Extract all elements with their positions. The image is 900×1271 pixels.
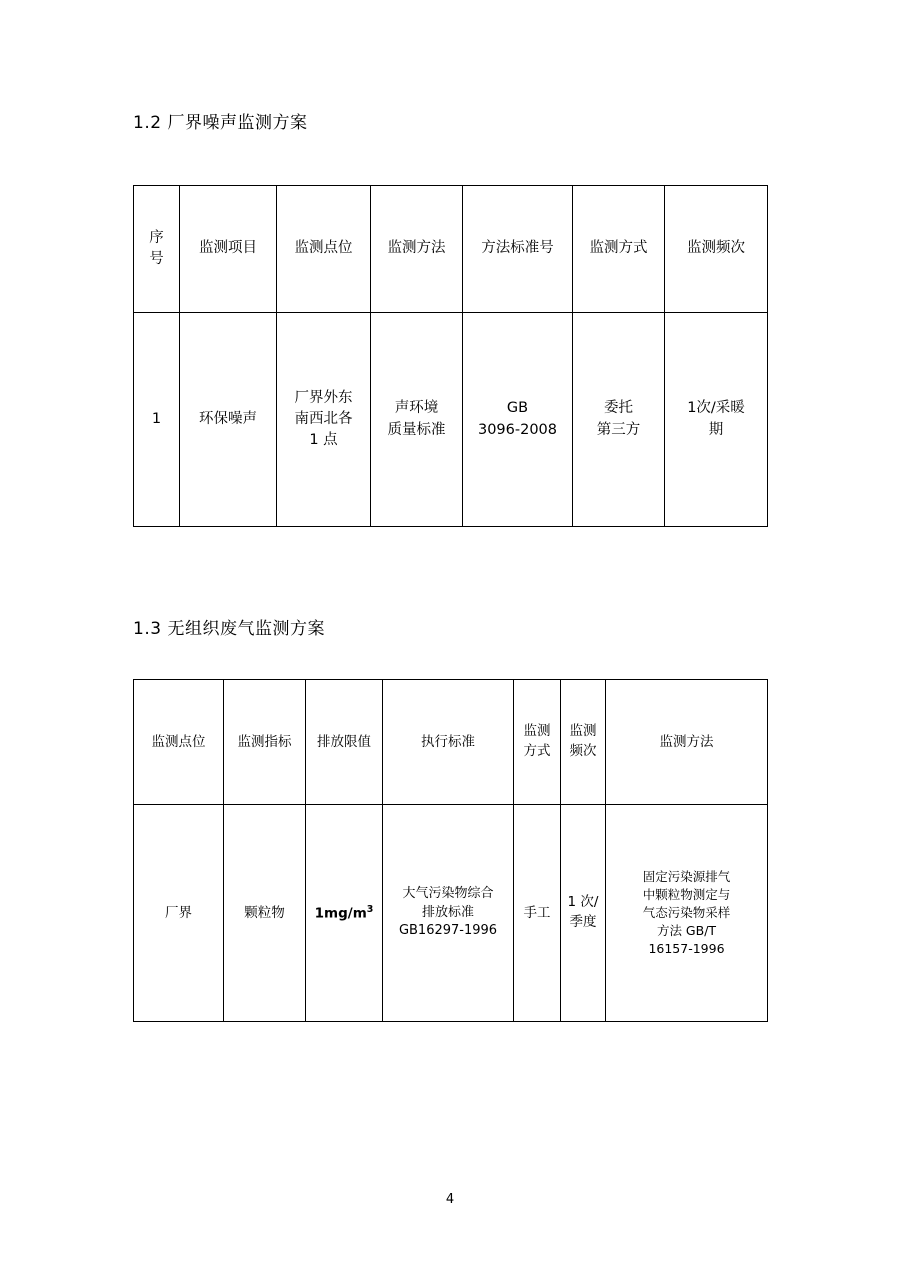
header-cell-frequency-line2: 频次 [569,743,597,759]
page-number: 4 [445,1192,455,1207]
cell-method-line1: 固定污染源排气 [642,868,731,884]
cell-limit-unit-exponent: 3 [366,903,374,915]
cell-mode: 手工 [514,805,561,1022]
cell-standard-line1: GB [506,400,529,417]
table-row [134,313,768,527]
cell-frequency-line1: 1 次/ [567,894,599,911]
cell-frequency-line2: 季度 [569,914,597,930]
header-cell-mode-line1: 监测 [523,723,551,740]
header-cell-standard-no: 方法标准号 [463,186,573,313]
cell-point: 厂界 [134,805,224,1022]
cell-point [277,313,371,527]
header-cell-limit: 排放限值 [306,680,383,805]
cell-point-line1: 厂界外东 [294,389,353,406]
header-cell-point: 监测点位 [134,680,224,805]
cell-method-line2: 中颗粒物测定与 [642,886,731,902]
header-cell-frequency-line1: 监测 [569,723,597,740]
cell-frequency-line1: 1次/采暖 [687,400,745,417]
cell-mode-line2: 第三方 [596,421,641,438]
table-header-row [134,680,768,805]
header-cell-point: 监测点位 [277,186,371,313]
header-cell-mode-line2: 方式 [523,743,551,759]
cell-indicator: 颗粒物 [224,805,306,1022]
cell-standard [383,805,514,1022]
cell-method-line5: 16157-1996 [648,941,725,957]
cell-method-line3: 气态污染物采样 [642,904,731,920]
cell-no: 1 [134,313,180,527]
cell-method-line4: 方法 GB/T [656,923,717,939]
cell-mode-line1: 委托 [604,400,633,417]
cell-standard-no [463,313,573,527]
cell-method [371,313,463,527]
header-cell-method: 监测方法 [606,680,768,805]
cell-item: 环保噪声 [180,313,277,527]
header-cell-frequency [561,680,606,805]
table-header-row [134,186,768,313]
header-cell-mode [514,680,561,805]
cell-limit-number: 1mg/m [314,905,367,922]
cell-standard-line2: 3096-2008 [477,421,558,438]
header-cell-standard: 执行标准 [383,680,514,805]
section-heading-fugitive-gas: 1.3 无组织废气监测方案 [133,619,325,639]
cell-point-line3: 1 点 [309,432,338,448]
header-cell-mode: 监测方式 [573,186,665,313]
header-cell-indicator: 监测指标 [224,680,306,805]
cell-limit-value [306,805,383,1022]
cell-standard-line2: 排放标准 [421,904,474,920]
cell-method-line2: 质量标准 [387,421,446,438]
noise-monitoring-table [133,185,768,527]
cell-frequency [561,805,606,1022]
header-cell-frequency: 监测频次 [665,186,768,313]
fugitive-gas-monitoring-table [133,679,768,1022]
cell-mode [573,313,665,527]
table-row [134,805,768,1022]
header-cell-no: 序 号 [134,186,180,313]
header-cell-item: 监测项目 [180,186,277,313]
cell-standard-line1: 大气污染物综合 [402,885,494,901]
cell-method [606,805,768,1022]
cell-frequency-line2: 期 [708,421,724,438]
section-heading-noise: 1.2 厂界噪声监测方案 [133,113,308,133]
cell-frequency [665,313,768,527]
cell-standard-line3: GB16297-1996 [398,923,498,939]
cell-point-line2: 南西北各 [294,410,353,427]
cell-method-line1: 声环境 [394,400,439,417]
header-cell-method: 监测方法 [371,186,463,313]
